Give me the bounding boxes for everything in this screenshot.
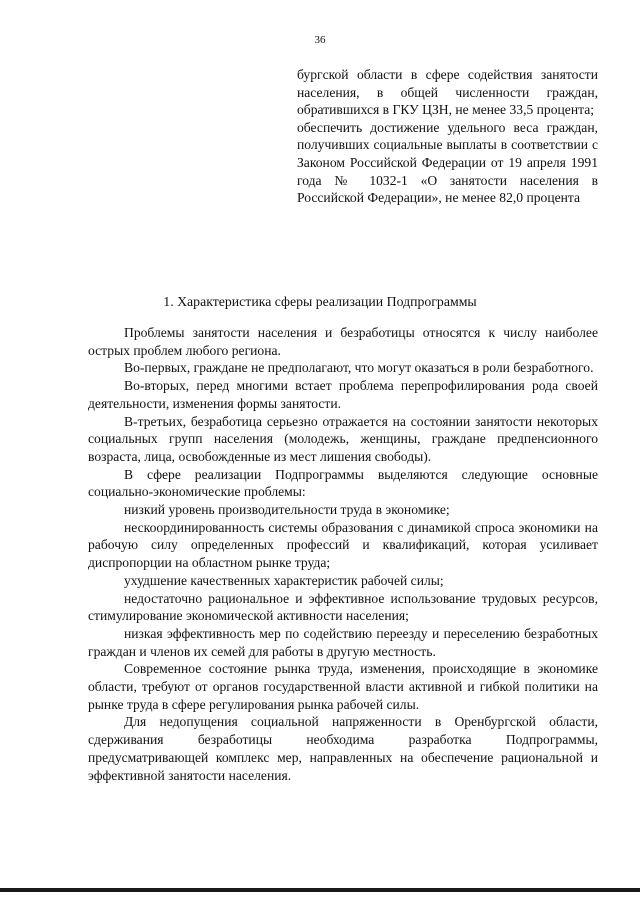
body-paragraph: В сфере реализации Подпрограммы выделяются следующие основные социально-экономические проблемы:	[88, 466, 598, 500]
problem-list-item: низкий уровень производительности труда в экономике;	[124, 502, 450, 518]
problem-list-item: недостаточно рациональное и эффективное использование трудовых ресурсов, стимулирование экономической активности населения;	[88, 590, 598, 624]
body-paragraph: Для недопущения социальной напряженности в Оренбургской области, сдерживания безработицы необходима разработка Подпрограммы, предусматривающей комплекс мер, направленных на обеспечение рациональной и эффективной занятости населения.	[88, 714, 598, 783]
continued-text-block	[297, 66, 598, 207]
scan-bottom-edge	[0, 888, 640, 892]
problem-list-item: нескоординированность системы образования с динамикой спроса экономики на рабочую силу определенных профессий и квалификаций, которая усиливает диспропорции на областном рынке труда;	[88, 519, 598, 571]
body-paragraph: В-третьих, безработица серьезно отражается на состоянии занятости некоторых социальных групп населения (молодежь, женщины, граждане предпенсионного возраста, лица, освобожденные из мест лишения свободы).	[88, 413, 598, 464]
body-paragraph: Во-первых, граждане не предполагают, что могут оказаться в роли безработного.	[124, 360, 594, 376]
section-heading: 1. Характеристика сферы реализации Подпрограммы	[163, 294, 477, 309]
body-paragraph: Во-вторых, перед многими встает проблема перепрофилирования рода своей деятельности, изменения формы занятости.	[88, 378, 598, 411]
body-paragraph: Современное состояние рынка труда, изменения, происходящие в экономике области, требуют от органов государственной власти активной и гибкой политики на рынке труда в сфере регулирования рынка рабочей силы.	[88, 661, 598, 712]
section-body	[88, 324, 598, 784]
problem-list-item: низкая эффективность мер по содействию переезду и переселению безработных граждан и членов их семей для работы в другую местность.	[88, 625, 598, 659]
problem-list-item: ухудшение качественных характеристик рабочей силы;	[124, 572, 444, 588]
continued-paragraph: бургской области в сфере содействия занятости населения, в общей численности граждан, обратившихся в ГКУ ЦЗН, не менее 33,5 процента;	[297, 67, 598, 118]
page-number: 36	[314, 34, 326, 46]
target-indicator-paragraph: обеспечить достижение удельного веса граждан, получивших социальные выплаты в соответствии с Законом Российской Федерации от 19 апреля 1991 года № 1032-1 «О занятости населения в Российской Федерации», не менее 82,0 процента	[297, 119, 598, 206]
body-paragraph: Проблемы занятости населения и безработицы относятся к числу наиболее острых проблем любого региона.	[88, 325, 598, 358]
